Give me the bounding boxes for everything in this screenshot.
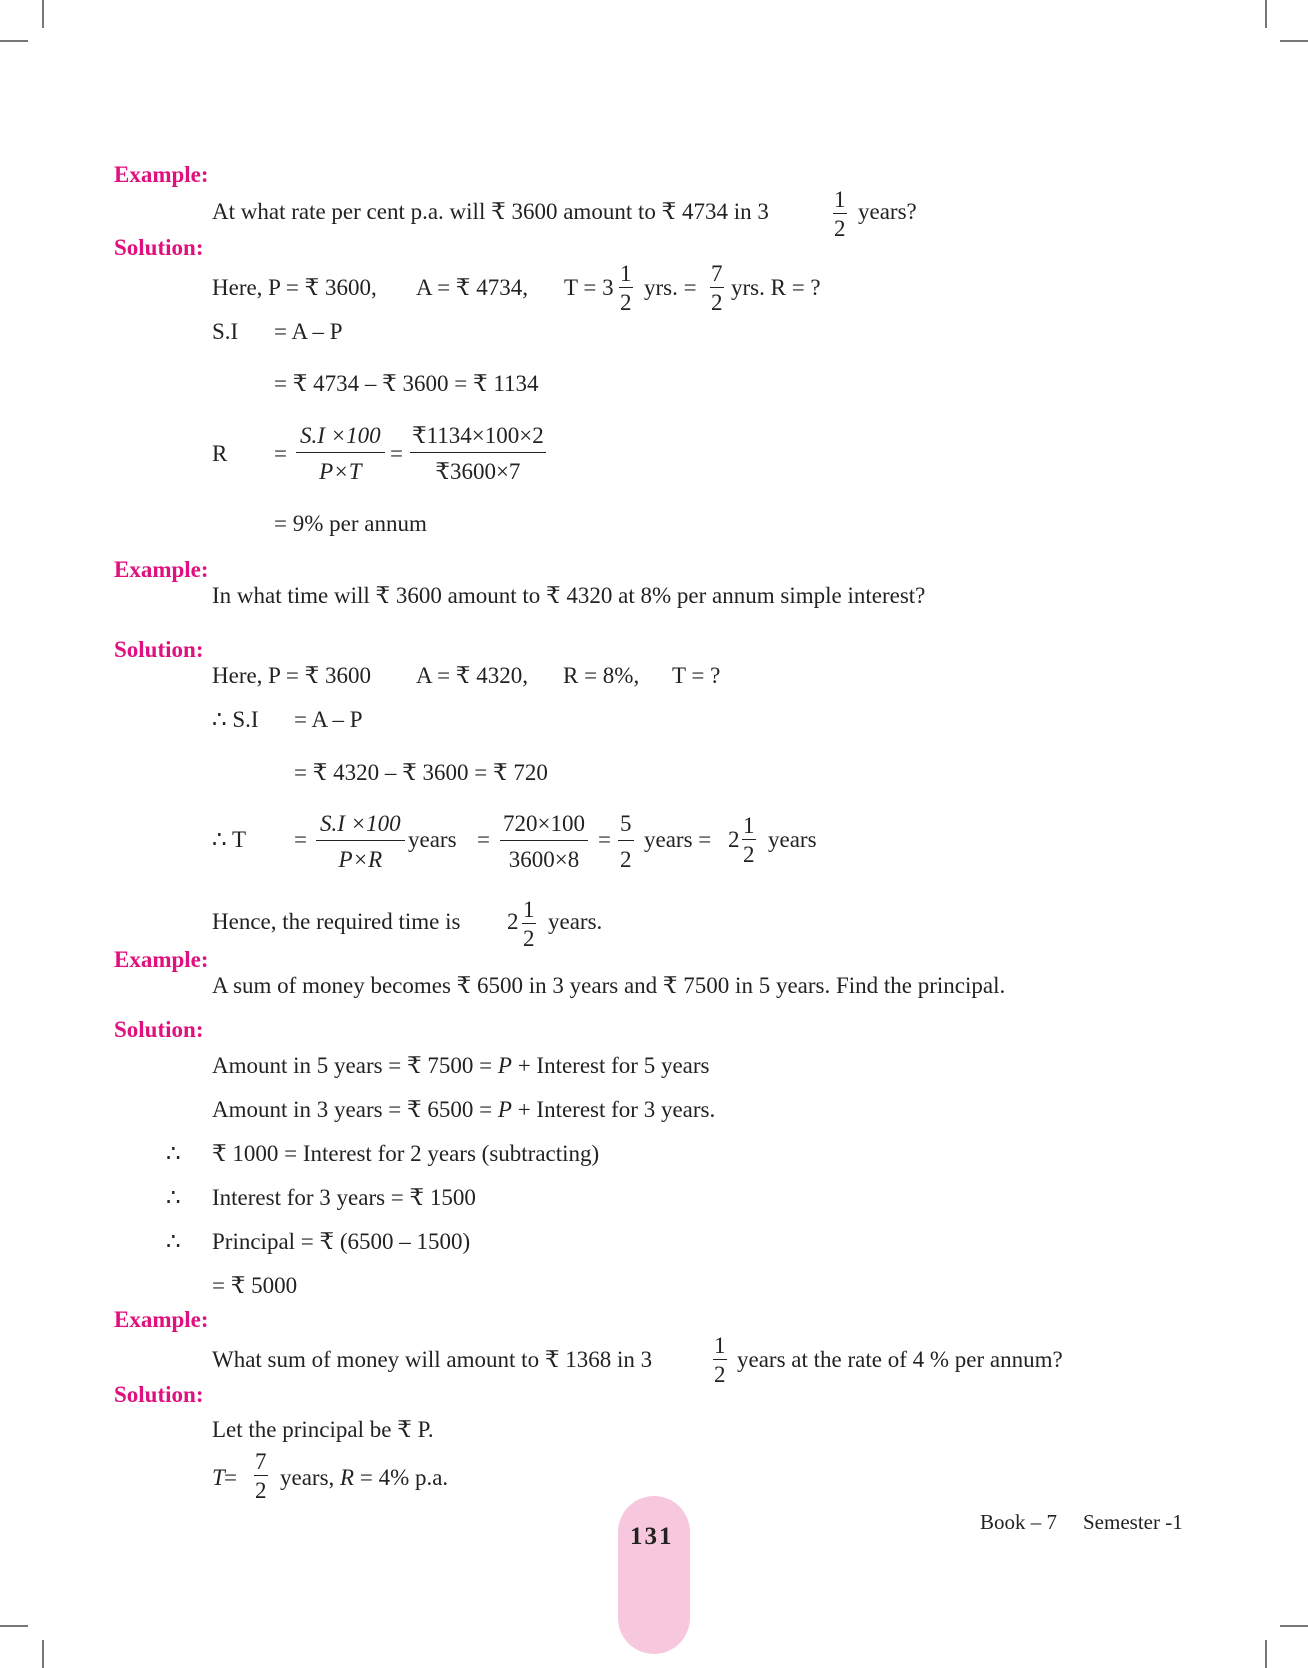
example-1-si-label: S.I: [212, 319, 239, 344]
crop-mark-bottom-right-h: [1280, 1625, 1308, 1627]
fraction-numerator: S.I ×100: [320, 811, 401, 836]
equals-sign: =: [224, 1465, 237, 1490]
example-1-r-formula-fraction: [296, 424, 385, 483]
example-4-question: What sum of money will amount to ₹ 1368 in 3: [212, 1347, 653, 1372]
fraction-numerator: 1: [743, 813, 755, 838]
solution-heading: Solution:: [114, 1382, 204, 1407]
example-1-si-equation: = A – P: [274, 319, 343, 344]
therefore-symbol: ∴: [166, 1141, 181, 1166]
example-2-question: In what time will ₹ 3600 amount to ₹ 4320 at 8% per annum simple interest?: [212, 583, 926, 608]
crop-mark-bottom-left-v: [42, 1640, 44, 1668]
fraction-numerator: 7: [711, 261, 723, 286]
example-3-line-6: = ₹ 5000: [212, 1273, 298, 1298]
fraction-denominator: 2: [522, 923, 536, 950]
fraction-denominator: 3600×8: [500, 840, 588, 871]
example-2-t-years-final: years: [768, 827, 817, 852]
fraction-denominator: 2: [254, 1475, 268, 1502]
example-1-r-result: = 9% per annum: [274, 511, 427, 536]
example-2-given-r: R = 8%,: [563, 663, 640, 688]
example-2-given-t: T = ?: [672, 663, 721, 688]
example-heading: Example:: [114, 1307, 209, 1332]
fraction-numerator: 7: [255, 1449, 267, 1474]
crop-mark-top-right-v: [1265, 0, 1267, 28]
example-2-conclusion-fraction: [522, 898, 536, 950]
example-1-given-a: A = ₹ 4734,: [416, 275, 528, 300]
example-2-conclusion-whole-number: 2: [507, 909, 519, 934]
example-heading: Example:: [114, 162, 209, 187]
therefore-symbol: ∴: [166, 1229, 181, 1254]
fraction-numerator: 1: [834, 187, 846, 212]
rate-symbol: R: [340, 1465, 355, 1490]
fraction-numerator: 1: [714, 1333, 726, 1358]
fraction-numerator: 1: [620, 261, 632, 286]
example-2-given-p: Here, P = ₹ 3600: [212, 663, 371, 688]
footer-book: Book – 7: [980, 1510, 1058, 1534]
crop-mark-top-left-v: [42, 0, 44, 28]
fraction-denominator: 2: [742, 839, 756, 866]
example-3-line-2: [212, 1098, 715, 1121]
line-text: years,: [280, 1465, 341, 1490]
footer-semester: Semester -1: [1083, 1510, 1183, 1534]
fraction-denominator: P×R: [316, 840, 405, 871]
example-2-t-mixed-fraction: [742, 814, 756, 866]
equals-sign: =: [274, 441, 287, 466]
solution-heading: Solution:: [114, 1017, 204, 1042]
crop-mark-bottom-left-h: [0, 1625, 28, 1627]
example-2-t-years-equals: years =: [644, 827, 712, 852]
fraction-denominator: 2: [833, 213, 847, 240]
example-3-line-3: ₹ 1000 = Interest for 2 years (subtracting): [212, 1141, 600, 1166]
crop-mark-top-right-h: [1280, 40, 1308, 42]
fraction-denominator: P×T: [296, 452, 385, 483]
line-text: + Interest for 5 years: [511, 1053, 710, 1078]
example-1-question: At what rate per cent p.a. will ₹ 3600 amount to ₹ 4734 in 3: [212, 199, 769, 224]
equals-sign: =: [598, 827, 611, 852]
example-2-given-a: A = ₹ 4320,: [416, 663, 528, 688]
example-1-r-calculation-fraction: [410, 424, 546, 483]
equals-sign: =: [390, 441, 403, 466]
example-2-conclusion-end: years.: [548, 909, 603, 934]
fraction-denominator: 2: [618, 840, 634, 871]
example-3-line-4: Interest for 3 years = ₹ 1500: [212, 1185, 476, 1210]
example-3-line-1: [212, 1054, 710, 1077]
page-number-badge: [618, 1496, 690, 1654]
example-1-si-calculation: = ₹ 4734 – ₹ 3600 = ₹ 1134: [274, 371, 539, 396]
example-2-t-formula-fraction: [316, 812, 405, 871]
fraction-denominator: ₹3600×7: [410, 452, 546, 483]
example-2-t-whole-number: 2: [728, 827, 740, 852]
example-heading: Example:: [114, 947, 209, 972]
time-symbol: T: [212, 1465, 225, 1490]
example-4-time-line: [280, 1466, 448, 1489]
example-2-si-label: ∴ S.I: [212, 707, 259, 732]
example-2-si-equation: = A – P: [294, 707, 363, 732]
example-heading: Example:: [114, 557, 209, 582]
example-1-question-fraction: [833, 188, 847, 240]
fraction-numerator: 5: [620, 811, 632, 836]
example-2-t-calculation-fraction: [500, 812, 588, 871]
example-2-t-simplified-fraction: [618, 812, 634, 871]
example-1-given-p: Here, P = ₹ 3600,: [212, 275, 377, 300]
example-2-t-label: ∴ T: [212, 827, 247, 852]
principal-symbol: P: [497, 1053, 512, 1078]
crop-mark-bottom-right-v: [1265, 1640, 1267, 1668]
example-2-si-calculation: = ₹ 4320 – ₹ 3600 = ₹ 720: [294, 760, 548, 785]
example-4-line-1: Let the principal be ₹ P.: [212, 1417, 434, 1442]
fraction-numerator: 720×100: [503, 811, 585, 836]
example-1-r-label: R: [212, 441, 228, 466]
fraction-numerator: 1: [523, 897, 535, 922]
example-4-time-fraction: [254, 1450, 268, 1502]
equals-sign: =: [294, 827, 307, 852]
example-4-question-end: years at the rate of 4 % per annum?: [737, 1347, 1063, 1372]
example-2-conclusion: Hence, the required time is: [212, 909, 461, 934]
example-4-question-fraction: [713, 1334, 727, 1386]
line-text: + Interest for 3 years.: [511, 1097, 716, 1122]
line-text: Amount in 5 years = ₹ 7500 =: [212, 1053, 498, 1078]
example-3-line-5: Principal = ₹ (6500 – 1500): [212, 1229, 471, 1254]
line-text: Amount in 3 years = ₹ 6500 =: [212, 1097, 498, 1122]
solution-heading: Solution:: [114, 235, 204, 260]
therefore-symbol: ∴: [166, 1185, 181, 1210]
fraction-denominator: 2: [619, 287, 633, 314]
crop-mark-top-left-h: [0, 40, 28, 42]
example-1-given-yrs: yrs. =: [644, 275, 697, 300]
page-number: 131: [630, 1523, 674, 1550]
fraction-numerator: ₹1134×100×2: [412, 423, 544, 448]
principal-symbol: P: [497, 1097, 512, 1122]
line-text: = 4% p.a.: [354, 1465, 449, 1490]
example-3-question: A sum of money becomes ₹ 6500 in 3 years and ₹ 7500 in 5 years. Find the principal.: [212, 973, 1006, 998]
example-1-given-t: T = 3: [564, 275, 614, 300]
fraction-denominator: 2: [713, 1359, 727, 1386]
example-1-given-t2-fraction: [710, 262, 724, 314]
example-1-given-end: yrs. R = ?: [731, 275, 821, 300]
example-2-t-years-label: years: [408, 827, 457, 852]
equals-sign: =: [477, 827, 490, 852]
example-1-given-t-fraction: [619, 262, 633, 314]
example-1-question-end: years?: [858, 199, 917, 224]
fraction-denominator: 2: [710, 287, 724, 314]
fraction-numerator: S.I ×100: [300, 423, 381, 448]
solution-heading: Solution:: [114, 637, 204, 662]
